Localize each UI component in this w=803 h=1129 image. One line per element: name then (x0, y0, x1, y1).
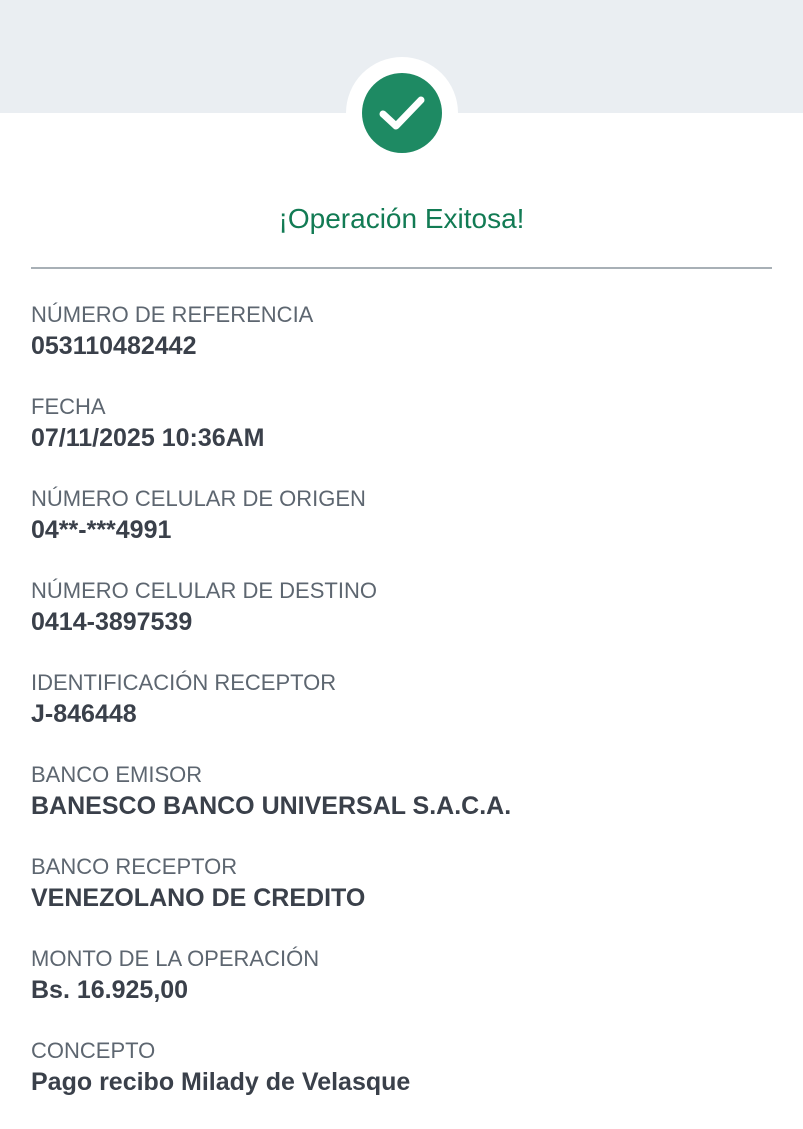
field-value: Pago recibo Milady de Velasque (31, 1068, 411, 1096)
field-reference-number (31, 300, 771, 392)
success-title: ¡Operación Exitosa! (278, 203, 525, 234)
field-label: BANCO RECEPTOR (31, 854, 238, 879)
field-label: BANCO EMISOR (31, 762, 203, 787)
field-label: MONTO DE LA OPERACIÓN (31, 946, 320, 971)
field-destination-phone (31, 576, 771, 668)
field-value: BANESCO BANCO UNIVERSAL S.A.C.A. (31, 792, 512, 820)
field-receiver-id (31, 668, 771, 760)
field-value: J-846448 (31, 700, 137, 728)
field-value: Bs. 16.925,00 (31, 976, 189, 1004)
divider (31, 267, 772, 269)
field-label: IDENTIFICACIÓN RECEPTOR (31, 670, 337, 695)
field-date (31, 392, 771, 484)
field-issuing-bank (31, 760, 771, 852)
checkmark-icon (362, 73, 442, 153)
field-label: NÚMERO CELULAR DE ORIGEN (31, 486, 366, 511)
checkmark-glyph (378, 93, 426, 133)
field-value: 0414-3897539 (31, 608, 193, 636)
field-amount (31, 944, 771, 1036)
field-label: CONCEPTO (31, 1038, 156, 1063)
field-value: VENEZOLANO DE CREDITO (31, 884, 366, 912)
field-label: NÚMERO DE REFERENCIA (31, 302, 314, 327)
operation-details (31, 300, 771, 1128)
field-concept (31, 1036, 771, 1128)
field-label: FECHA (31, 394, 106, 419)
field-value: 04**-***4991 (31, 516, 172, 544)
field-value: 07/11/2025 10:36AM (31, 424, 265, 452)
field-value: 053110482442 (31, 332, 197, 360)
field-label: NÚMERO CELULAR DE DESTINO (31, 578, 377, 603)
field-receiving-bank (31, 852, 771, 944)
field-origin-phone (31, 484, 771, 576)
